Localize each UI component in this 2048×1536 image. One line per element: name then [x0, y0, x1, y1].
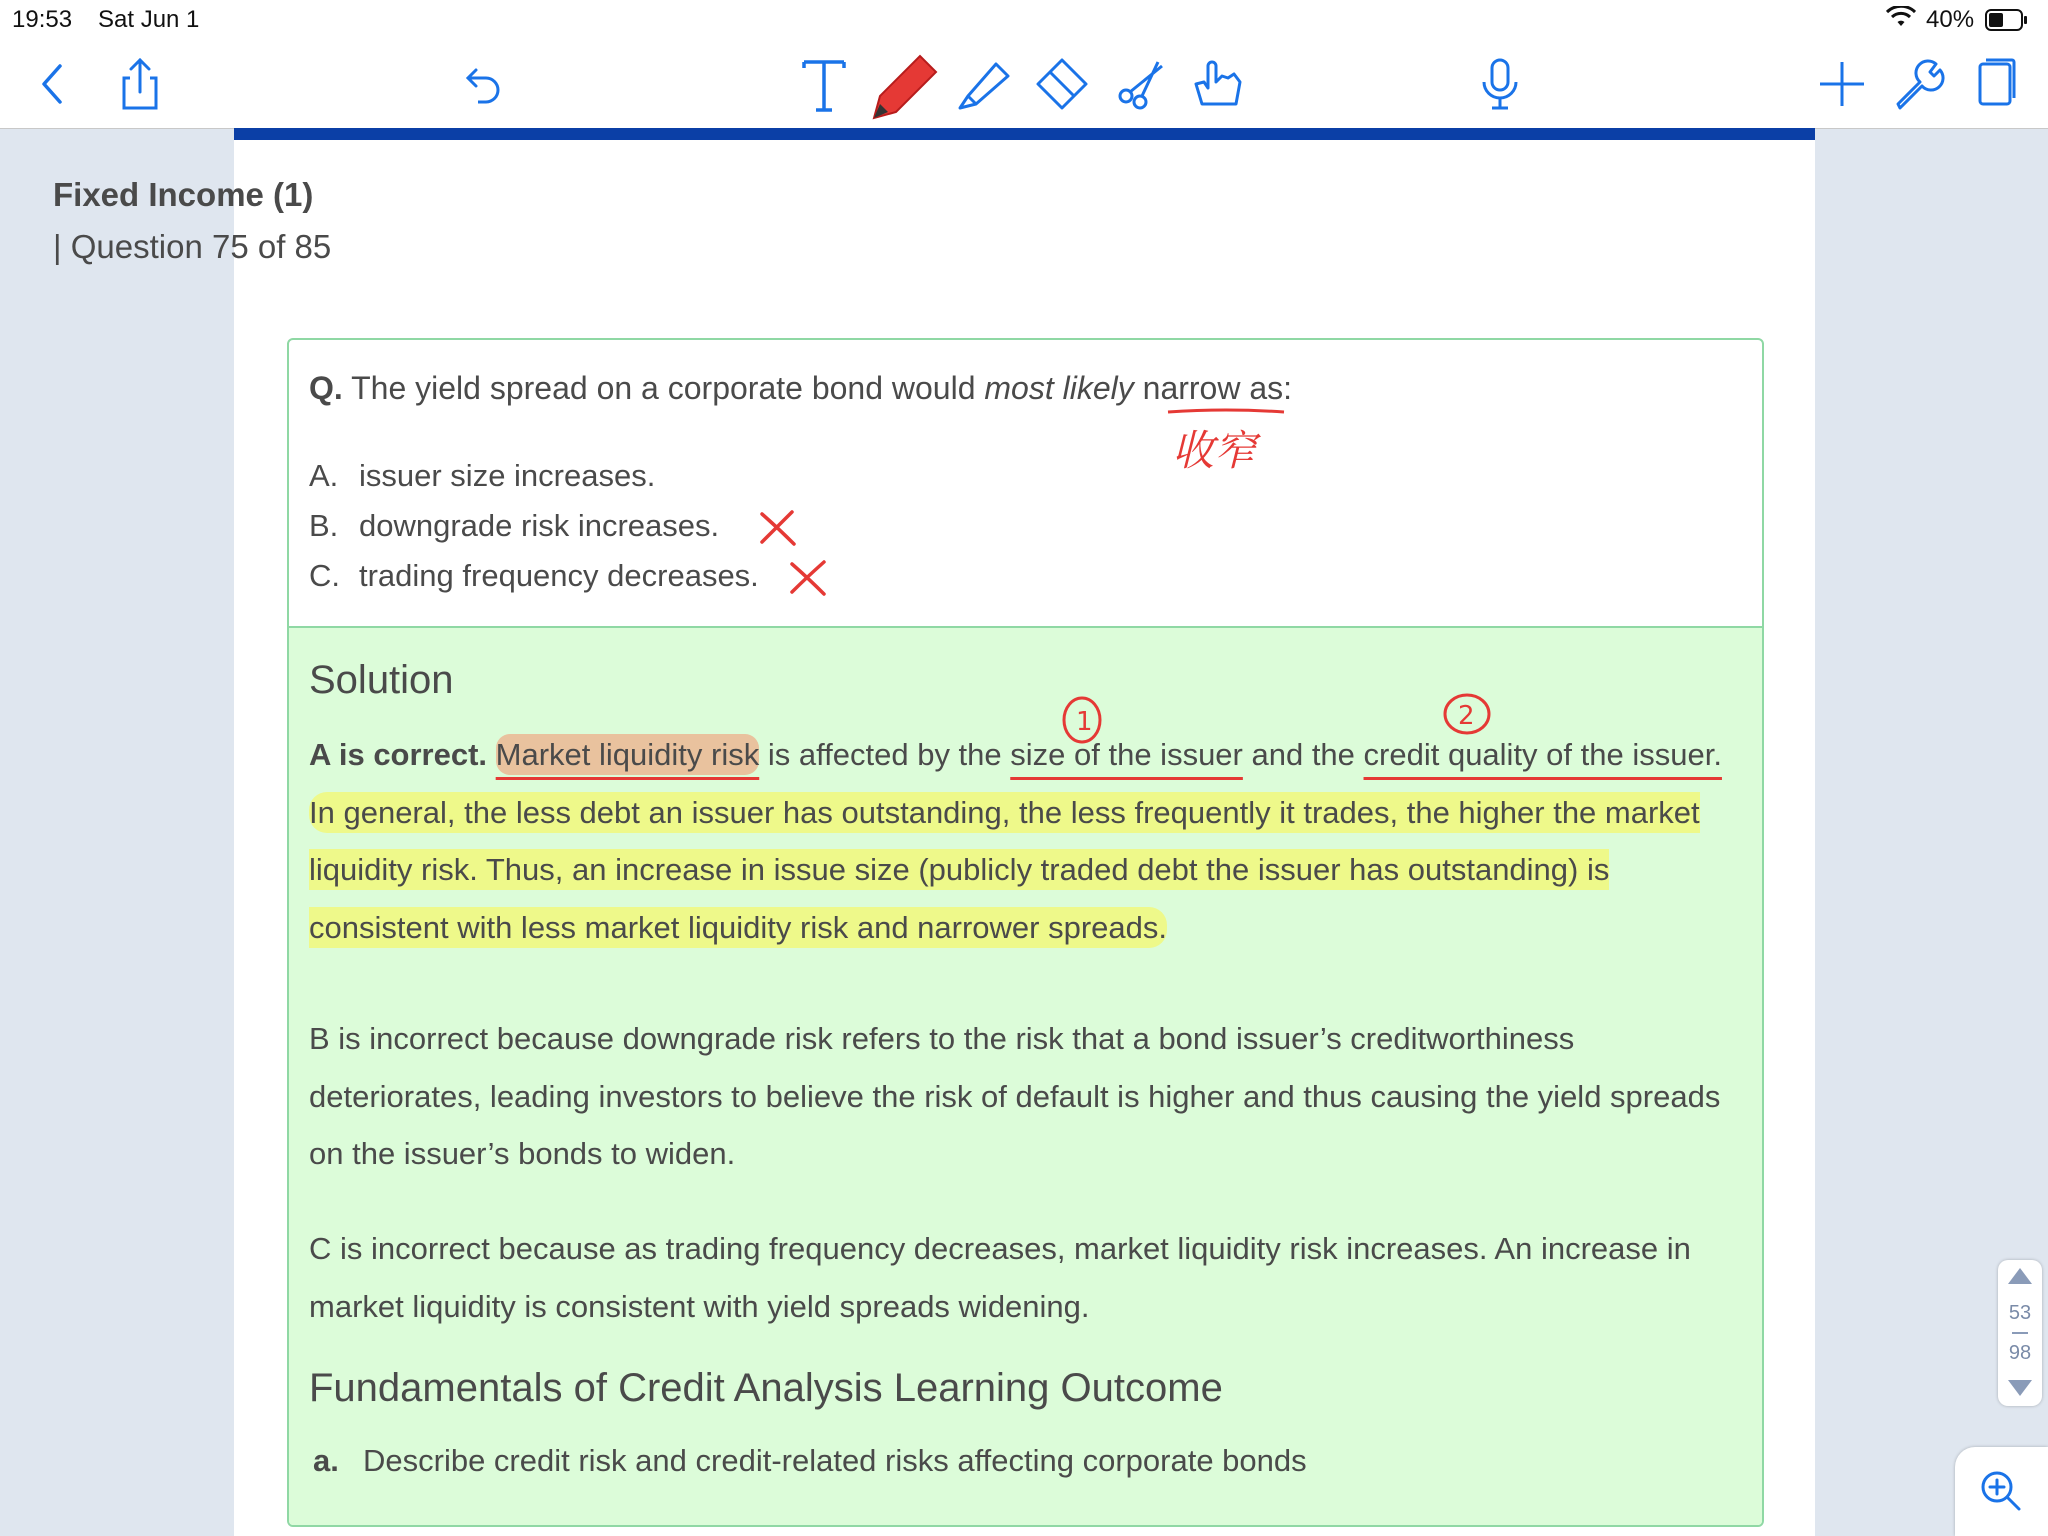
page-divider: [2012, 1332, 2028, 1334]
microphone-icon[interactable]: [1470, 54, 1530, 114]
back-icon[interactable]: [24, 54, 84, 114]
solution-paragraph-b: B is incorrect because downgrade risk refers to the risk that a bond issuer’s creditworthiness deteriorates, leading investors to believe the risk of default is higher and thus causing the yield spreads on the issuer’s bonds to widen.: [309, 1021, 1721, 1171]
question-emphasis: most likely: [984, 370, 1134, 406]
eraser-icon[interactable]: [1032, 54, 1092, 114]
underline-size-of-issuer: size of the issuer: [1010, 737, 1243, 772]
status-date: Sat Jun 1: [98, 6, 200, 33]
text-tool-icon[interactable]: [794, 54, 854, 114]
circled-number-2: [1440, 690, 1494, 740]
battery-icon: [1985, 8, 2029, 39]
toolbar: [0, 40, 2048, 129]
battery-percent: 40%: [1926, 6, 1975, 33]
solution-heading: Solution: [309, 658, 454, 702]
wifi-icon: [1886, 6, 1916, 37]
solution-paragraph-correct: A is correct. Market liquidity risk is affected by the size of the issuer and the credit quality of the issuer. In general, the less debt an issuer has outstanding, the less frequently it trades, the higher the market liquidity risk. Thus, an increase in issue size (publicly traded debt the issuer has outstanding) is consistent with less market liquidity risk and narrower spreads.: [309, 726, 1739, 956]
wrench-icon[interactable]: [1888, 54, 1948, 114]
status-time: 19:53: [12, 6, 73, 33]
page-up-icon[interactable]: [2006, 1266, 2034, 1286]
underline-credit-quality: credit quality of the issuer.: [1363, 737, 1722, 772]
highlight-general-explanation: In general, the less debt an issuer has outstanding, the less frequently it trades, the higher the market liquidity risk. Thus, an increase in issue size (publicly traded debt the issuer has outstanding) is consistent with less market liquidity risk and narrower spreads.: [309, 792, 1700, 948]
svg-text:1: 1: [1076, 707, 1093, 737]
answer-option-a[interactable]: A. issuer size increases.: [309, 458, 656, 493]
circled-number-1: [1058, 692, 1106, 748]
hand-pointer-icon[interactable]: [1188, 54, 1248, 114]
answer-option-c[interactable]: C. trading frequency decreases.: [309, 558, 759, 593]
page-indicator[interactable]: [1998, 1260, 2042, 1406]
highlighter-icon[interactable]: [954, 54, 1014, 114]
question-underlined-word: narrow: [1142, 370, 1241, 406]
zoom-button[interactable]: [1955, 1447, 2048, 1536]
question-number: | Question 75 of 85: [53, 228, 332, 265]
question-box: [287, 338, 1764, 1527]
status-bar: [0, 0, 2048, 40]
question-text: Q. The yield spread on a corporate bond would most likely narrow as:: [309, 370, 1293, 406]
cross-mark-b: [756, 508, 802, 548]
pen-icon[interactable]: [866, 44, 946, 124]
solution-panel: [289, 626, 1762, 1527]
answer-option-b[interactable]: B. downgrade risk increases.: [309, 508, 720, 543]
question-prefix: Q.: [309, 370, 343, 406]
learning-outcome-item: a. Describe credit risk and credit-related risks affecting corporate bonds: [313, 1443, 1307, 1478]
share-icon[interactable]: [110, 54, 170, 114]
scissors-icon[interactable]: [1112, 54, 1172, 114]
learning-outcome-heading: Fundamentals of Credit Analysis Learning Outcome: [309, 1366, 1223, 1410]
page-down-icon[interactable]: [2006, 1378, 2034, 1398]
page-icon[interactable]: [1966, 54, 2026, 114]
undo-icon[interactable]: [452, 54, 512, 114]
handwritten-note: 收窄: [1172, 426, 1257, 475]
page-top-bar: [234, 128, 1815, 140]
course-title: Fixed Income (1): [53, 176, 314, 213]
highlight-market-liquidity-risk: Market liquidity risk: [496, 734, 760, 775]
add-icon[interactable]: [1812, 54, 1872, 114]
svg-text:2: 2: [1458, 701, 1475, 731]
cross-mark-c: [786, 558, 832, 598]
solution-paragraph-c: C is incorrect because as trading frequency decreases, market liquidity risk increases. An increase in market liquidity is consistent with yield spreads widening.: [309, 1231, 1691, 1324]
total-page-number: 98: [2008, 1342, 2032, 1364]
current-page-number: 53: [2008, 1302, 2032, 1324]
zoom-in-icon[interactable]: [1979, 1469, 2023, 1513]
